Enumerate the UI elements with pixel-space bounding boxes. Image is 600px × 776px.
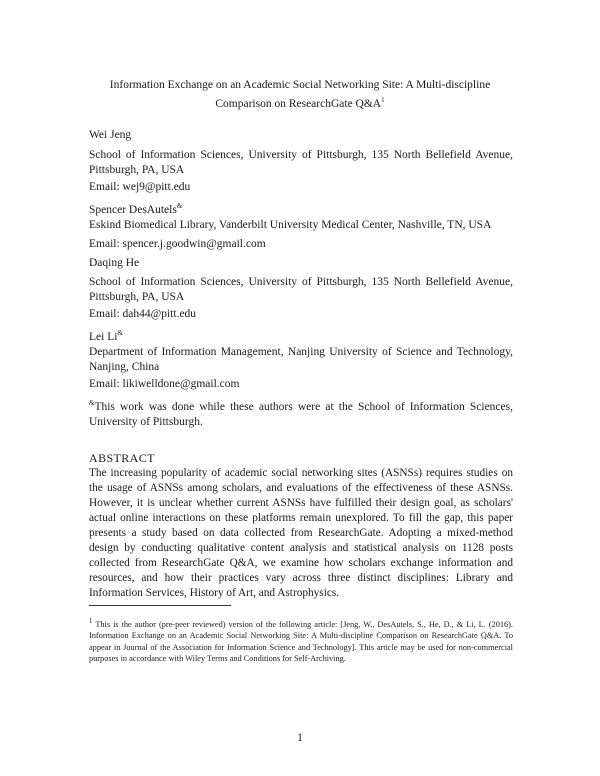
page-number: 1: [297, 732, 303, 744]
title-line-2: [60, 93, 540, 112]
abstract-heading: ABSTRACT: [89, 451, 155, 465]
footnote-mark: 1: [89, 618, 93, 625]
paper-title: [60, 78, 540, 112]
title-line-1: Information Exchange on an Academic Social Networking Site: A Multi-discipline: [109, 79, 491, 91]
title-line-2-text: Comparison on ResearchGate Q&A: [215, 97, 382, 110]
author-affiliation: School of Information Sciences, University of Pittsburgh, 135 North Bellefield Avenue, Pittsburgh, PA, USA: [89, 149, 513, 176]
author-email: Email: spencer.j.goodwin@gmail.com: [89, 238, 266, 250]
footnote: [89, 616, 513, 665]
author-name: Daqing He: [89, 257, 140, 269]
author-mark: &: [176, 202, 183, 210]
author-name: [89, 326, 123, 345]
title-footnote-mark: 1: [381, 96, 385, 104]
abstract-text: The increasing popularity of academic social networking sites (ASNSs) requires studies on the usage of ASNSs among scholars, and evaluations of the effectiveness of these ASNSs. However, it is unclear whether current ASNSs have fulfilled their design goal, as scholars' actual online interactions on these platforms remain unexplored. To fill the gap, this paper presents a study based on data collected from ResearchGate. Adopting a mixed-method design by conducting qualitative content analysis and statistical analysis on 1128 posts collected from ResearchGate Q&A, we examine how scholars exchange information and resources, and how their practices vary across three distinct disciplines: Library and Information Services, History of Art, and Astrophysics.: [89, 467, 513, 599]
author-email: Email: dah44@pitt.edu: [89, 308, 197, 320]
author-affiliation: Eskind Biomedical Library, Vanderbilt University Medical Center, Nashville, TN, USA: [89, 219, 492, 231]
author-email: Email: wej9@pitt.edu: [89, 181, 191, 193]
author-name-text: Spencer DesAutels: [89, 203, 177, 216]
footnote-separator: [89, 605, 231, 606]
work-note: [89, 396, 513, 430]
author-mark: &: [117, 329, 123, 337]
footnote-text: This is the author (pre-peer reviewed) version of the following article: [Jeng, W., DesAutels, S., He, D., & Li, L. (2016). Information Exchange on an Academic Social Networking Site: A Multi-discipline Comparison on ResearchGate Q&A. To appear in Journal of the Association for Information Science and Technology]. This article may be used for non-commercial purposes in accordance with Wiley Terms and Conditions for Self-Archiving.: [89, 619, 513, 664]
author-affiliation: School of Information Sciences, University of Pittsburgh, 135 North Bellefield Avenue, Pittsburgh, PA, USA: [89, 276, 513, 303]
author-name-text: Lei Li: [89, 330, 118, 343]
work-note-text: This work was done while these authors were at the School of Information Sciences, University of Pittsburgh.: [89, 400, 513, 428]
author-affiliation: Department of Information Management, Nanjing University of Science and Technology, Nanjing, China: [89, 346, 513, 373]
author-name: [89, 199, 182, 218]
work-note-mark: &: [89, 399, 95, 407]
author-email: Email: likiwelldone@gmail.com: [89, 378, 240, 390]
author-name: Wei Jeng: [89, 129, 132, 141]
